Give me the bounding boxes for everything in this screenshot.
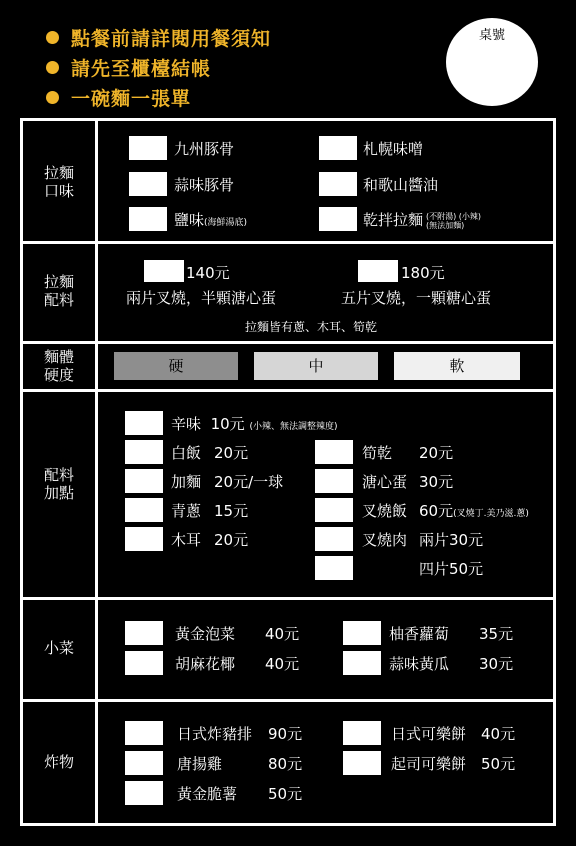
item-name: 叉燒飯	[362, 502, 408, 520]
label-line: 拉麵	[43, 164, 74, 182]
topping-price-180: 180元	[401, 264, 445, 282]
note-line: (不附湯) (小辣)	[426, 211, 482, 221]
row-divider	[23, 341, 553, 344]
topping-desc-140: 兩片叉燒，半顆溏心蛋	[126, 289, 277, 307]
item-name: 起司可樂餅	[391, 755, 467, 773]
checkbox-soft-egg[interactable]	[315, 469, 353, 493]
section-label-fried	[23, 753, 95, 771]
table-number-label: 桌號	[478, 28, 505, 43]
label-line: 炸物	[43, 753, 74, 771]
checkbox-sesame-broccoli[interactable]	[125, 651, 163, 675]
item-name: 日式可樂餅	[391, 725, 467, 743]
section-label-firmness	[23, 348, 95, 384]
item-price: 40元	[265, 625, 300, 643]
item-name: 唐揚雞	[177, 755, 223, 773]
checkbox-chashu-rice[interactable]	[315, 498, 353, 522]
checkbox-wakayama-shoyu[interactable]	[319, 172, 357, 196]
note-line: (無法加麵)	[426, 220, 465, 230]
notice-text: 請先至櫃檯結帳	[71, 58, 212, 80]
section-label-sides	[23, 639, 95, 657]
item-name: 柚香蘿蔔	[389, 625, 450, 643]
item-name: 筍乾	[362, 444, 393, 462]
notice-text: 點餐前請詳閱用餐須知	[71, 28, 272, 50]
item-price: 20元	[419, 444, 454, 462]
firmness-hard-button[interactable]: 硬	[114, 352, 238, 380]
item-price: 60元	[419, 502, 454, 520]
label-line: 口味	[43, 182, 74, 200]
notice-text: 一碗麵一張單	[71, 88, 192, 110]
item-price: 80元	[268, 755, 303, 773]
item-price: 40元	[265, 655, 300, 673]
row-divider	[23, 597, 553, 600]
firmness-soft-button[interactable]: 軟	[394, 352, 520, 380]
checkbox-tonkatsu[interactable]	[125, 721, 163, 745]
label-line: 小菜	[43, 639, 74, 657]
checkbox-chashu-2[interactable]	[315, 527, 353, 551]
label-line: 配料	[43, 466, 74, 484]
notice-order	[46, 24, 271, 51]
checkbox-topping-140[interactable]	[144, 260, 184, 282]
item-note: (叉燒丁.美乃滋.蔥)	[453, 509, 529, 519]
item-price: 90元	[268, 725, 303, 743]
item-name: 溏心蛋	[362, 473, 408, 491]
notice-one-bowl	[46, 84, 191, 111]
checkbox-sapporo-miso[interactable]	[319, 136, 357, 160]
item-name: 黃金泡菜	[175, 625, 236, 643]
checkbox-kyushu-tonkotsu[interactable]	[129, 136, 167, 160]
bullet-icon	[46, 61, 59, 74]
item-note	[426, 212, 481, 230]
checkbox-golden-kimchi[interactable]	[125, 621, 163, 645]
row-divider	[23, 699, 553, 702]
item-note: (海鮮湯底)	[204, 218, 248, 228]
topping-price-140: 140元	[186, 264, 230, 282]
item-name: 胡麻花椰	[175, 655, 236, 673]
row-divider	[23, 241, 553, 244]
section-label-flavor	[23, 164, 95, 200]
item-note: (小辣、無法調整辣度)	[249, 422, 338, 432]
item-label-dry-ramen	[363, 209, 481, 230]
notice-pay	[46, 54, 211, 81]
label-line: 麵體	[43, 348, 74, 366]
item-price: 40元	[481, 725, 516, 743]
checkbox-extra-noodle[interactable]	[125, 469, 163, 493]
label-line: 拉麵	[43, 273, 74, 291]
checkbox-croquette[interactable]	[343, 721, 381, 745]
checkbox-garlic-tonkotsu[interactable]	[129, 172, 167, 196]
item-price: 20元	[214, 444, 249, 462]
item-name: 鹽味	[174, 211, 205, 229]
label-line: 加點	[43, 484, 74, 502]
item-name: 木耳	[171, 531, 202, 549]
item-label: 和歌山醬油	[363, 176, 439, 194]
item-label: 九州豚骨	[174, 140, 235, 158]
row-divider	[23, 389, 553, 392]
item-price-with-note	[419, 500, 529, 521]
firmness-medium-button[interactable]: 中	[254, 352, 378, 380]
bullet-icon	[46, 31, 59, 44]
item-name: 白飯	[171, 444, 202, 462]
item-name: 叉燒肉	[362, 531, 408, 549]
item-price: 15元	[214, 502, 249, 520]
item-price: 50元	[268, 785, 303, 803]
item-name: 蒜味黃瓜	[389, 655, 450, 673]
item-price: 兩片30元	[419, 531, 484, 549]
checkbox-karaage[interactable]	[125, 751, 163, 775]
item-price: 20元/一球	[214, 473, 284, 491]
item-price: 10元	[210, 415, 245, 433]
checkbox-cheese-croquette[interactable]	[343, 751, 381, 775]
topping-note: 拉麵皆有蔥、木耳、筍乾	[245, 320, 378, 334]
order-form	[20, 118, 556, 826]
checkbox-shio[interactable]	[129, 207, 167, 231]
checkbox-scallion[interactable]	[125, 498, 163, 522]
checkbox-citrus-radish[interactable]	[343, 621, 381, 645]
item-price: 四片50元	[419, 560, 484, 578]
column-divider	[95, 121, 98, 823]
checkbox-garlic-cucumber[interactable]	[343, 651, 381, 675]
item-name: 辛味	[171, 415, 202, 433]
checkbox-chashu-4[interactable]	[315, 556, 353, 580]
item-label: 札幌味噌	[363, 140, 424, 158]
bullet-icon	[46, 91, 59, 104]
addon-spicy	[171, 413, 337, 434]
checkbox-dry-ramen[interactable]	[319, 207, 357, 231]
topping-desc-180: 五片叉燒，一顆糖心蛋	[341, 289, 492, 307]
item-name: 黃金脆薯	[177, 785, 238, 803]
label-line: 硬度	[43, 366, 74, 384]
item-price: 35元	[479, 625, 514, 643]
item-name: 日式炸豬排	[177, 725, 253, 743]
item-price: 30元	[419, 473, 454, 491]
item-name: 加麵	[171, 473, 202, 491]
section-label-addons	[23, 466, 95, 502]
section-label-toppings	[23, 273, 95, 309]
checkbox-spicy[interactable]	[125, 411, 163, 435]
checkbox-bamboo[interactable]	[315, 440, 353, 464]
checkbox-wood-ear[interactable]	[125, 527, 163, 551]
item-name: 乾拌拉麵	[363, 211, 424, 229]
item-label-shio	[174, 209, 247, 230]
checkbox-golden-fries[interactable]	[125, 781, 163, 805]
checkbox-topping-180[interactable]	[358, 260, 398, 282]
item-price: 20元	[214, 531, 249, 549]
label-line: 配料	[43, 291, 74, 309]
item-price: 50元	[481, 755, 516, 773]
item-name: 青蔥	[171, 502, 202, 520]
item-label: 蒜味豚骨	[174, 176, 235, 194]
item-price: 30元	[479, 655, 514, 673]
checkbox-rice[interactable]	[125, 440, 163, 464]
table-number-circle[interactable]	[446, 18, 538, 106]
